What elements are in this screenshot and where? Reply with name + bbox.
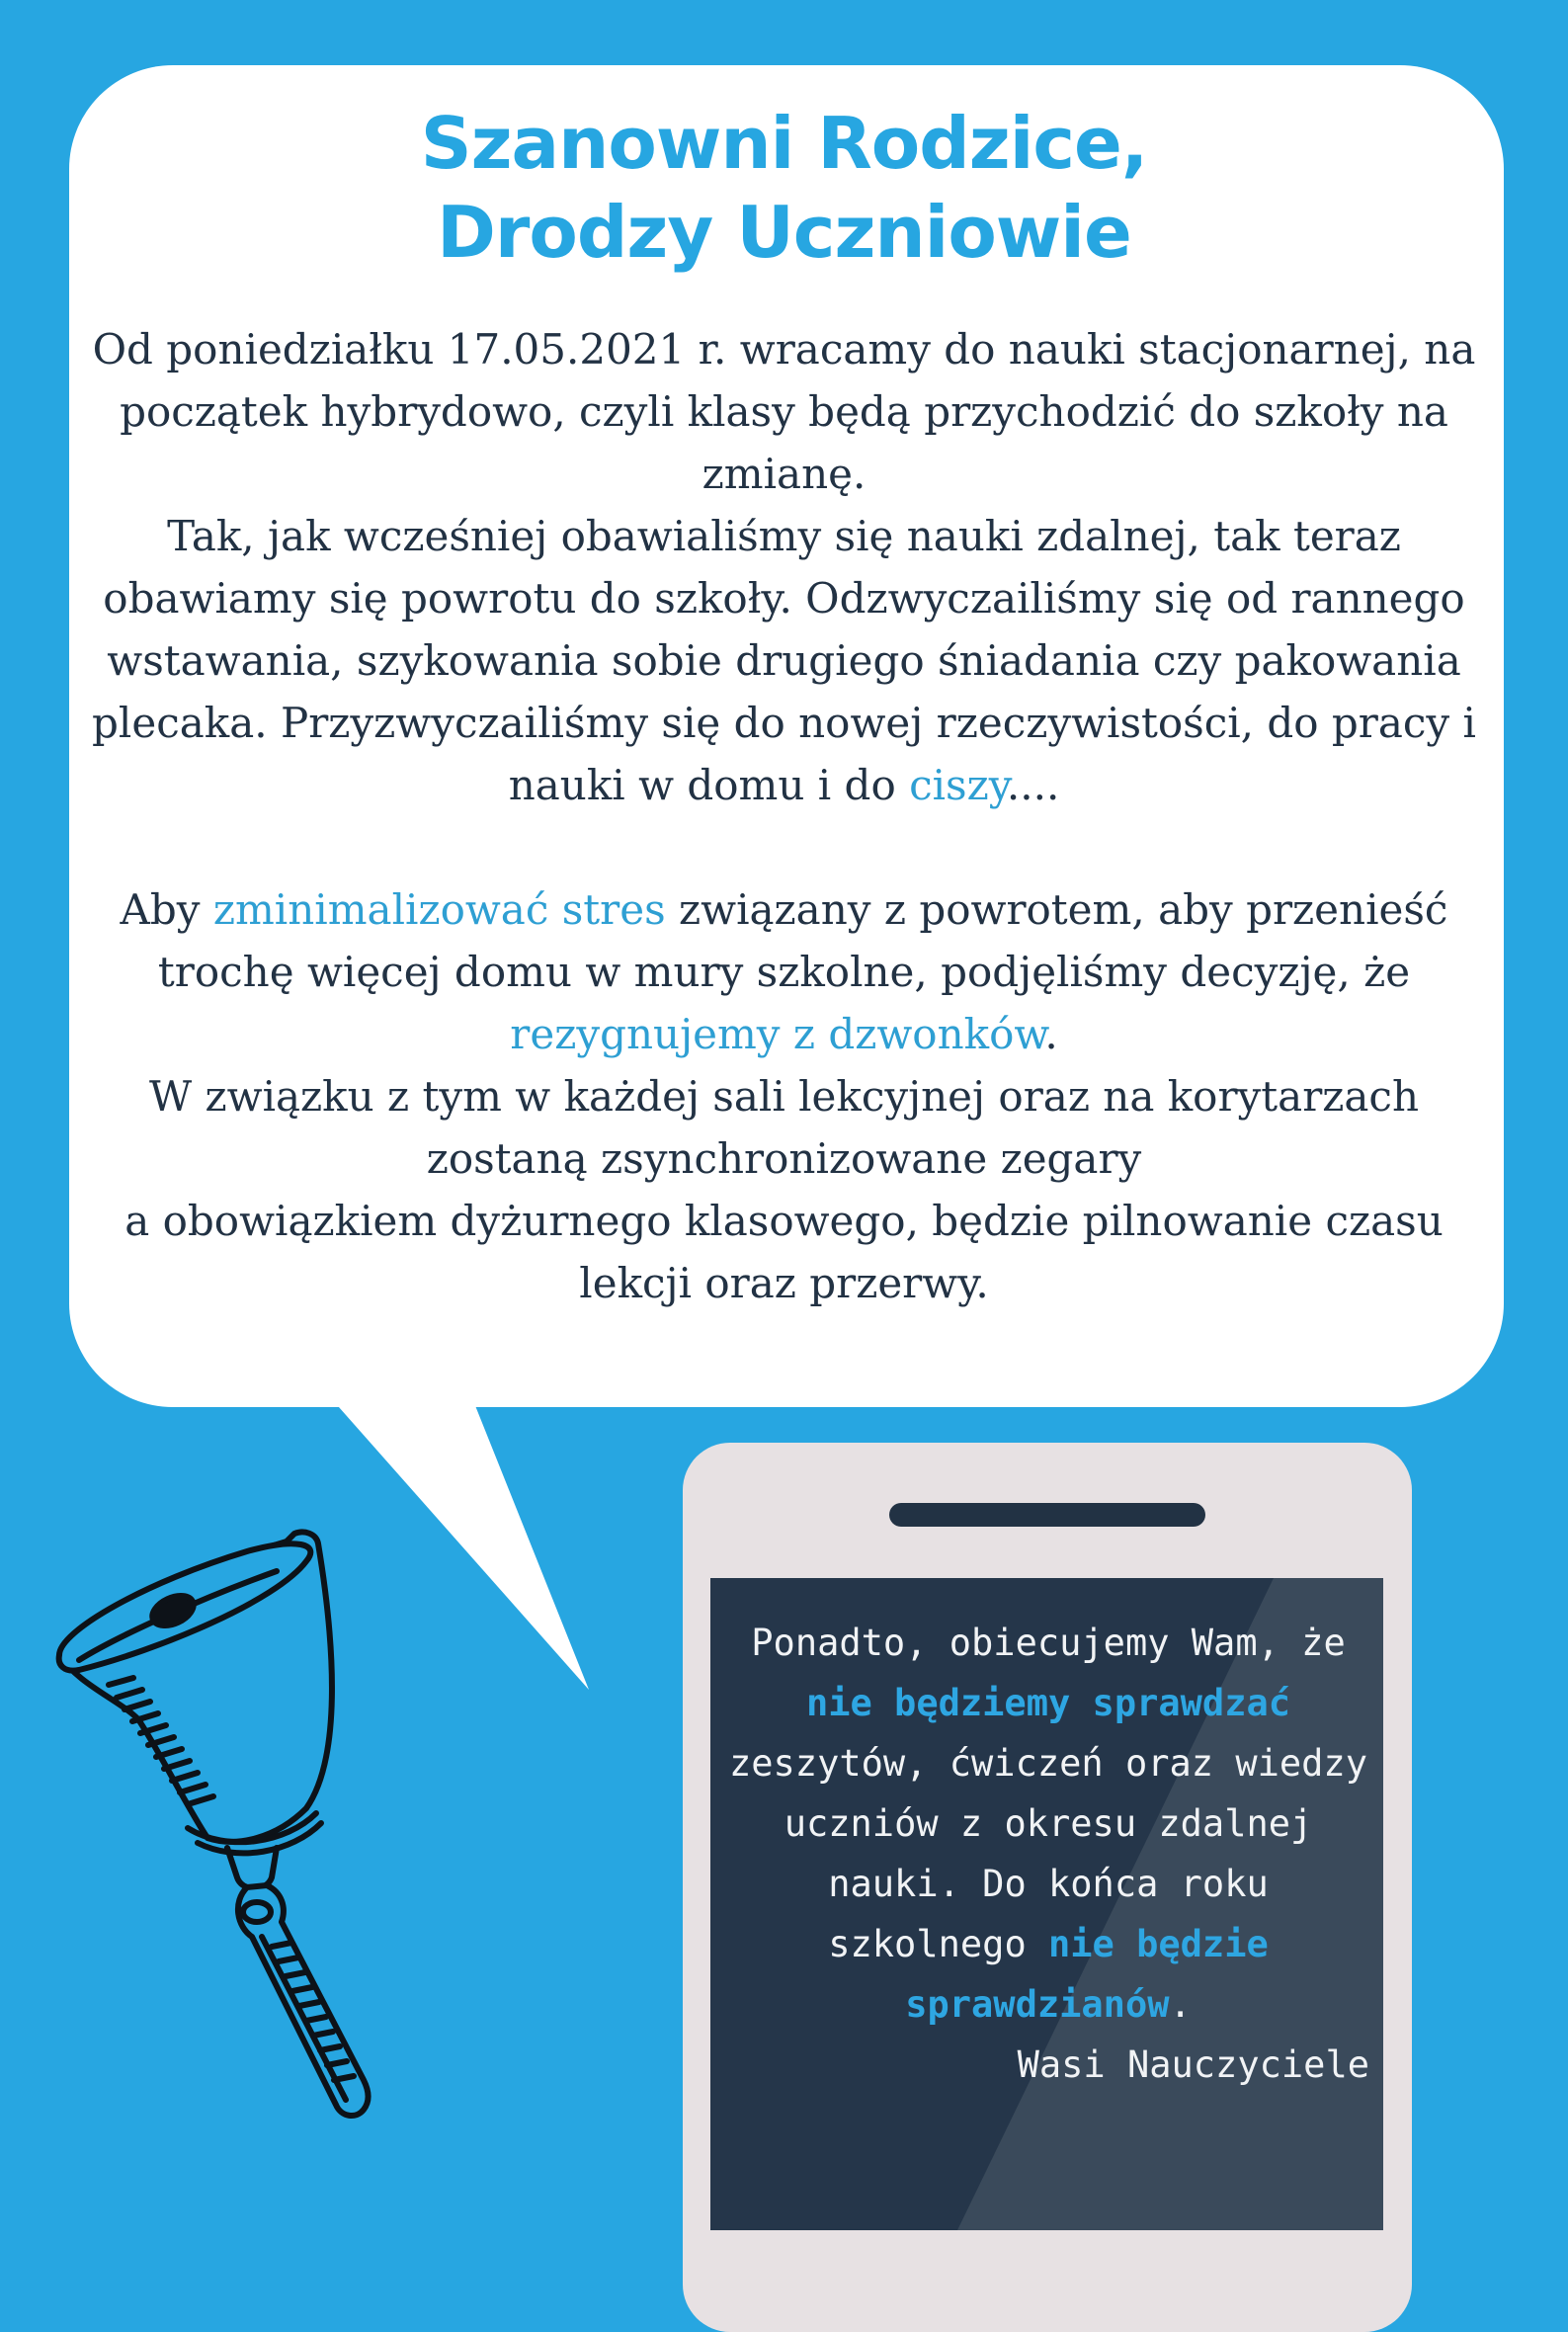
message-mid: zeszytów, ćwiczeń oraz wiedzy uczniów z okresu zdalnej nauki. Do końca roku szkolnego [728, 1742, 1367, 1965]
duty-text: a obowiązkiem dyżurnego klasowego, będzie pilnowanie czasu lekcji oraz przerwy. [124, 1197, 1444, 1307]
message-post: . [1169, 1983, 1192, 2026]
paragraph-bells [89, 878, 1479, 1314]
clocks-text: W związku z tym w każdej sali lekcyjnej oraz na korytarzach zostaną zsynchronizowane zegary [148, 1072, 1420, 1183]
highlight-no-bells: rezygnujemy z dzwonków [510, 1010, 1045, 1058]
title-line-1: Szanowni Rodzice, [420, 102, 1148, 185]
page-title [0, 99, 1568, 277]
paragraph-gap [89, 816, 1479, 878]
intro-ellipsis: .... [1006, 761, 1060, 809]
highlight-ciszy: ciszy [909, 761, 1007, 809]
intro-text-continued: Tak, jak wcześniej obawialiśmy się nauki zdalnej, tak teraz obawiamy się powrotu do szkoły. Odzwyczailiśmy się od rannego wstawania, szykowania sobie drugiego śniadania czy pakowania plecaka. Przyzwyczailiśmy się do nowej rzeczywistości, do pracy i nauki w domu i do [92, 512, 1476, 809]
bells-text-post: . [1044, 1010, 1058, 1058]
phone-speaker [889, 1503, 1205, 1527]
highlight-no-tests: nie będzie sprawdzianów [905, 1923, 1269, 2026]
intro-text: Od poniedziałku 17.05.2021 r. wracamy do nauki stacjonarnej, na początek hybrydowo, czyli klasy będą przychodzić do szkoły na zmianę. [92, 325, 1476, 498]
announcement-text [89, 318, 1479, 1314]
highlight-no-checking: nie będziemy sprawdzać [805, 1682, 1291, 1724]
phone-message [727, 1613, 1369, 2095]
paragraph-intro [89, 318, 1479, 816]
message-pre: Ponadto, obiecujemy Wam, że [751, 1622, 1346, 1664]
hand-bell-icon [40, 1512, 494, 2144]
title-line-2: Drodzy Uczniowie [437, 191, 1131, 274]
bells-text-mid: związany z powrotem, aby przenieść trochę więcej domu w mury szkolne, podjęliśmy decyzję, że [157, 885, 1448, 996]
highlight-stress: zminimalizować stres [212, 885, 666, 934]
bells-text-pre: Aby [120, 885, 213, 934]
signature: Wasi Nauczyciele [1017, 2043, 1369, 2086]
phone-message-body [727, 1613, 1369, 2035]
